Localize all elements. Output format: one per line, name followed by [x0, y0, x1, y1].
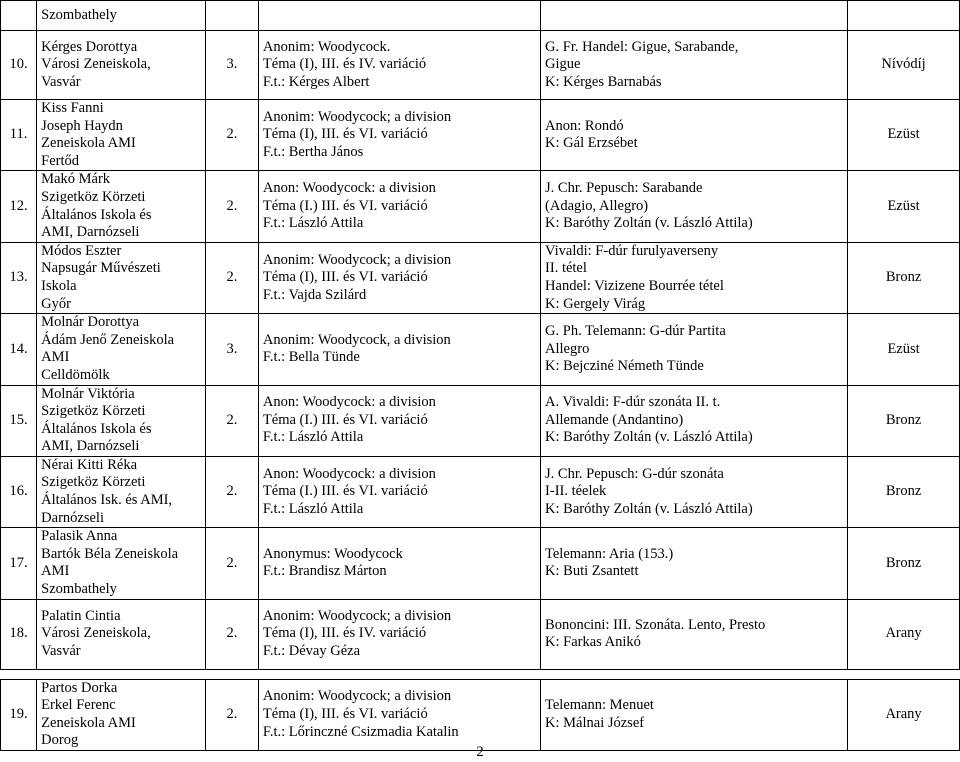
- result-cell: Bronz: [848, 456, 960, 527]
- piece1-line: Anonim: Woodycock; a division: [262, 688, 452, 705]
- name-line: Napsugár Művészeti: [41, 260, 161, 277]
- piece1-line: Téma (I), III. és VI. variáció: [262, 706, 428, 723]
- piece2-line: K: Gergely Virág: [545, 295, 646, 312]
- piece1-line: Téma (I), III. és VI. variáció: [262, 269, 428, 286]
- table-row: [1, 456, 960, 527]
- name-line: Vasvár: [41, 642, 81, 659]
- piece1-line: Anonim: Woodycock; a division: [262, 251, 452, 268]
- piece2-line: A. Vivaldi: F-dúr szonáta II. t.: [545, 394, 721, 411]
- piece2-cell: [541, 31, 848, 100]
- name-line: Fertőd: [41, 152, 80, 169]
- name-line: Molnár Viktória: [41, 385, 135, 402]
- piece1-line: Téma (I), III. és VI. variáció: [262, 126, 428, 143]
- table-row: [1, 385, 960, 456]
- piece2-line: K: Baróthy Zoltán (v. László Attila): [545, 215, 753, 232]
- number-cell: 11.: [1, 100, 37, 171]
- piece2-line: G. Fr. Handel: Gigue, Sarabande,: [545, 38, 739, 55]
- name-line: Zeneiskola AMI: [41, 714, 136, 731]
- name-cell: [37, 528, 206, 599]
- name-cell: [37, 31, 206, 100]
- row-gap: [1, 669, 960, 679]
- piece1-line: F.t.: Kérges Albert: [262, 73, 370, 90]
- piece2-line: I-II. téelek: [545, 483, 607, 500]
- name-cell: [37, 171, 206, 242]
- name-line: Nérai Kitti Réka: [41, 456, 138, 473]
- name-line: AMI, Darnózseli: [41, 438, 140, 455]
- grade-cell: 2.: [205, 528, 258, 599]
- piece1-line: Anon: Woodycock: a division: [262, 465, 436, 482]
- piece1-line: Anonim: Woodycock.: [262, 38, 391, 55]
- gap-cell: [258, 669, 540, 679]
- name-line: Ádám Jenő Zeneiskola: [41, 331, 175, 348]
- table-row: [1, 242, 960, 313]
- piece2-line: K: Baróthy Zoltán (v. László Attila): [545, 429, 753, 446]
- piece1-cell: [258, 679, 540, 750]
- name-line: Győr: [41, 295, 71, 312]
- piece1-cell: [258, 314, 540, 385]
- name-cell: [37, 599, 206, 669]
- result-cell: [848, 1, 960, 31]
- grade-cell: [205, 1, 258, 31]
- number-cell: 19.: [1, 679, 37, 750]
- piece2-cell: [541, 385, 848, 456]
- piece2-line: II. tétel: [545, 260, 587, 277]
- piece1-cell: [258, 456, 540, 527]
- name-cell: Szombathely: [37, 1, 206, 31]
- grade-cell: 2.: [205, 679, 258, 750]
- gap-cell: [205, 669, 258, 679]
- piece1-line: Téma (I), III. és IV. variáció: [262, 56, 427, 73]
- number-cell: 12.: [1, 171, 37, 242]
- name-line: Palatin Cintia: [41, 607, 121, 624]
- result-cell: Bronz: [848, 528, 960, 599]
- number-cell: 18.: [1, 599, 37, 669]
- number-cell: 17.: [1, 528, 37, 599]
- gap-cell: [37, 669, 206, 679]
- number-cell: [1, 1, 37, 31]
- piece2-cell: [541, 528, 848, 599]
- number-cell: 15.: [1, 385, 37, 456]
- piece2-line: Vivaldi: F-dúr furulyaverseny: [545, 242, 719, 259]
- name-line: AMI: [41, 563, 70, 580]
- piece1-line: F.t.: Brandisz Márton: [262, 563, 387, 580]
- piece2-line: K: Kérges Barnabás: [545, 73, 662, 90]
- name-line: Városi Zeneiskola,: [41, 625, 151, 642]
- result-cell: Bronz: [848, 242, 960, 313]
- name-line: Általános Iskola és: [41, 206, 152, 223]
- grade-cell: 2.: [205, 385, 258, 456]
- piece1-line: F.t.: László Attila: [262, 500, 364, 517]
- grade-cell: 2.: [205, 599, 258, 669]
- result-cell: Nívódíj: [848, 31, 960, 100]
- piece2-line: (Adagio, Allegro): [545, 197, 649, 214]
- piece2-line: Bononcini: III. Szonáta. Lento, Presto: [545, 616, 766, 633]
- name-line: Darnózseli: [41, 509, 104, 526]
- piece1-cell: [258, 242, 540, 313]
- piece2-cell: [541, 242, 848, 313]
- piece2-cell: [541, 171, 848, 242]
- piece2-cell: [541, 456, 848, 527]
- piece2-line: K: Bejcziné Németh Tünde: [545, 358, 704, 375]
- piece2-cell: [541, 100, 848, 171]
- table-row: [1, 599, 960, 669]
- piece1-line: Téma (I.) III. és VI. variáció: [262, 197, 428, 214]
- piece1-cell: [258, 171, 540, 242]
- piece1-line: F.t.: Dévay Géza: [262, 642, 361, 659]
- table-row: [1, 679, 960, 750]
- table-row: [1, 171, 960, 242]
- piece2-line: Allegro: [545, 340, 590, 357]
- piece2-line: Gigue: [545, 56, 581, 73]
- name-line: Kiss Fanni: [41, 100, 104, 116]
- piece1-line: F.t.: Bertha János: [262, 143, 364, 160]
- piece1-cell: [258, 385, 540, 456]
- name-line: Bartók Béla Zeneiskola: [41, 545, 179, 562]
- name-line: Iskola: [41, 277, 77, 294]
- piece1-line: Anon: Woodycock: a division: [262, 394, 436, 411]
- number-cell: 14.: [1, 314, 37, 385]
- piece2-cell: [541, 599, 848, 669]
- name-cell: [37, 456, 206, 527]
- name-line: Celldömölk: [41, 366, 110, 383]
- grade-cell: 3.: [205, 314, 258, 385]
- piece2-line: Anon: Rondó: [545, 117, 624, 134]
- number-cell: 13.: [1, 242, 37, 313]
- piece1-line: Anon: Woodycock: a division: [262, 180, 436, 197]
- piece2-line: K: Baróthy Zoltán (v. László Attila): [545, 500, 753, 517]
- name-line: Molnár Dorottya: [41, 314, 140, 331]
- piece2-line: K: Buti Zsantett: [545, 563, 639, 580]
- number-cell: 10.: [1, 31, 37, 100]
- table-row: [1, 314, 960, 385]
- grade-cell: 3.: [205, 31, 258, 100]
- name-line: Makó Márk: [41, 171, 111, 188]
- piece1-cell: [258, 100, 540, 171]
- name-line: Városi Zeneiskola,: [41, 56, 151, 73]
- piece1-line: F.t.: László Attila: [262, 215, 364, 232]
- gap-cell: [541, 669, 848, 679]
- name-line: Szigetköz Körzeti: [41, 474, 146, 491]
- table-row: [1, 528, 960, 599]
- table-row: [1, 100, 960, 171]
- name-line: Módos Eszter: [41, 242, 122, 259]
- name-line: Szigetköz Körzeti: [41, 188, 146, 205]
- name-line: Joseph Haydn: [41, 117, 123, 134]
- piece2-line: Telemann: Menuet: [545, 697, 654, 714]
- piece1-line: F.t.: Bella Tünde: [262, 349, 360, 366]
- piece2-cell: [541, 314, 848, 385]
- piece1-line: Anonim: Woodycock, a division: [262, 331, 451, 348]
- name-line: Általános Isk. és AMI,: [41, 492, 173, 509]
- piece1-cell: [258, 31, 540, 100]
- name-line: Vasvár: [41, 73, 81, 90]
- piece2-cell: [541, 1, 848, 31]
- name-line: Általános Iskola és: [41, 420, 152, 437]
- number-cell: 16.: [1, 456, 37, 527]
- name-cell: [37, 679, 206, 750]
- grade-cell: 2.: [205, 456, 258, 527]
- piece2-line: Handel: Vizizene Bourrée tétel: [545, 277, 724, 294]
- piece2-cell: [541, 679, 848, 750]
- gap-cell: [848, 669, 960, 679]
- table-row: [1, 31, 960, 100]
- piece2-line: J. Chr. Pepusch: G-dúr szonáta: [545, 465, 724, 482]
- piece1-line: F.t.: Vajda Szilárd: [262, 286, 367, 303]
- gap-cell: [1, 669, 37, 679]
- piece2-line: J. Chr. Pepusch: Sarabande: [545, 180, 703, 197]
- piece2-line: Telemann: Aria (153.): [545, 545, 674, 562]
- result-cell: Ezüst: [848, 100, 960, 171]
- grade-cell: 2.: [205, 171, 258, 242]
- name-line: Kérges Dorottya: [41, 38, 138, 55]
- name-cell: [37, 100, 206, 171]
- piece1-cell: [258, 1, 540, 31]
- piece2-line: K: Farkas Anikó: [545, 634, 641, 651]
- piece1-line: Téma (I.) III. és VI. variáció: [262, 483, 428, 500]
- piece1-line: Téma (I), III. és IV. variáció: [262, 625, 427, 642]
- grade-cell: 2.: [205, 100, 258, 171]
- piece1-cell: [258, 528, 540, 599]
- result-cell: Ezüst: [848, 171, 960, 242]
- name-cell: [37, 314, 206, 385]
- result-cell: Arany: [848, 679, 960, 750]
- page-number: 2: [476, 744, 484, 760]
- name-line: Zeneiskola AMI: [41, 135, 136, 152]
- name-cell: [37, 242, 206, 313]
- name-line: Dorog: [41, 732, 79, 749]
- piece2-line: Allemande (Andantino): [545, 411, 684, 428]
- piece1-line: Téma (I.) III. és VI. variáció: [262, 411, 428, 428]
- name-line: AMI, Darnózseli: [41, 224, 140, 241]
- name-line: Szombathely: [41, 581, 117, 598]
- piece2-line: K: Gál Erzsébet: [545, 135, 638, 152]
- piece2-line: G. Ph. Telemann: G-dúr Partita: [545, 322, 726, 339]
- piece1-cell: [258, 599, 540, 669]
- table-row: [1, 1, 960, 31]
- result-cell: Ezüst: [848, 314, 960, 385]
- result-cell: Arany: [848, 599, 960, 669]
- piece2-line: K: Málnai József: [545, 714, 645, 731]
- grade-cell: 2.: [205, 242, 258, 313]
- name-line: AMI: [41, 349, 70, 366]
- name-cell: [37, 385, 206, 456]
- piece1-line: Anonymus: Woodycock: [262, 545, 403, 562]
- piece1-line: Anonim: Woodycock; a division: [262, 108, 452, 125]
- result-cell: Bronz: [848, 385, 960, 456]
- name-line: Szigetköz Körzeti: [41, 403, 146, 420]
- piece1-line: F.t.: Lőrinczné Csizmadia Katalin: [262, 723, 459, 740]
- name-line: Partos Dorka: [41, 679, 118, 696]
- name-line: Palasik Anna: [41, 528, 118, 545]
- piece1-line: Anonim: Woodycock; a division: [262, 607, 452, 624]
- name-line: Erkel Ferenc: [41, 697, 116, 714]
- piece1-line: F.t.: László Attila: [262, 429, 364, 446]
